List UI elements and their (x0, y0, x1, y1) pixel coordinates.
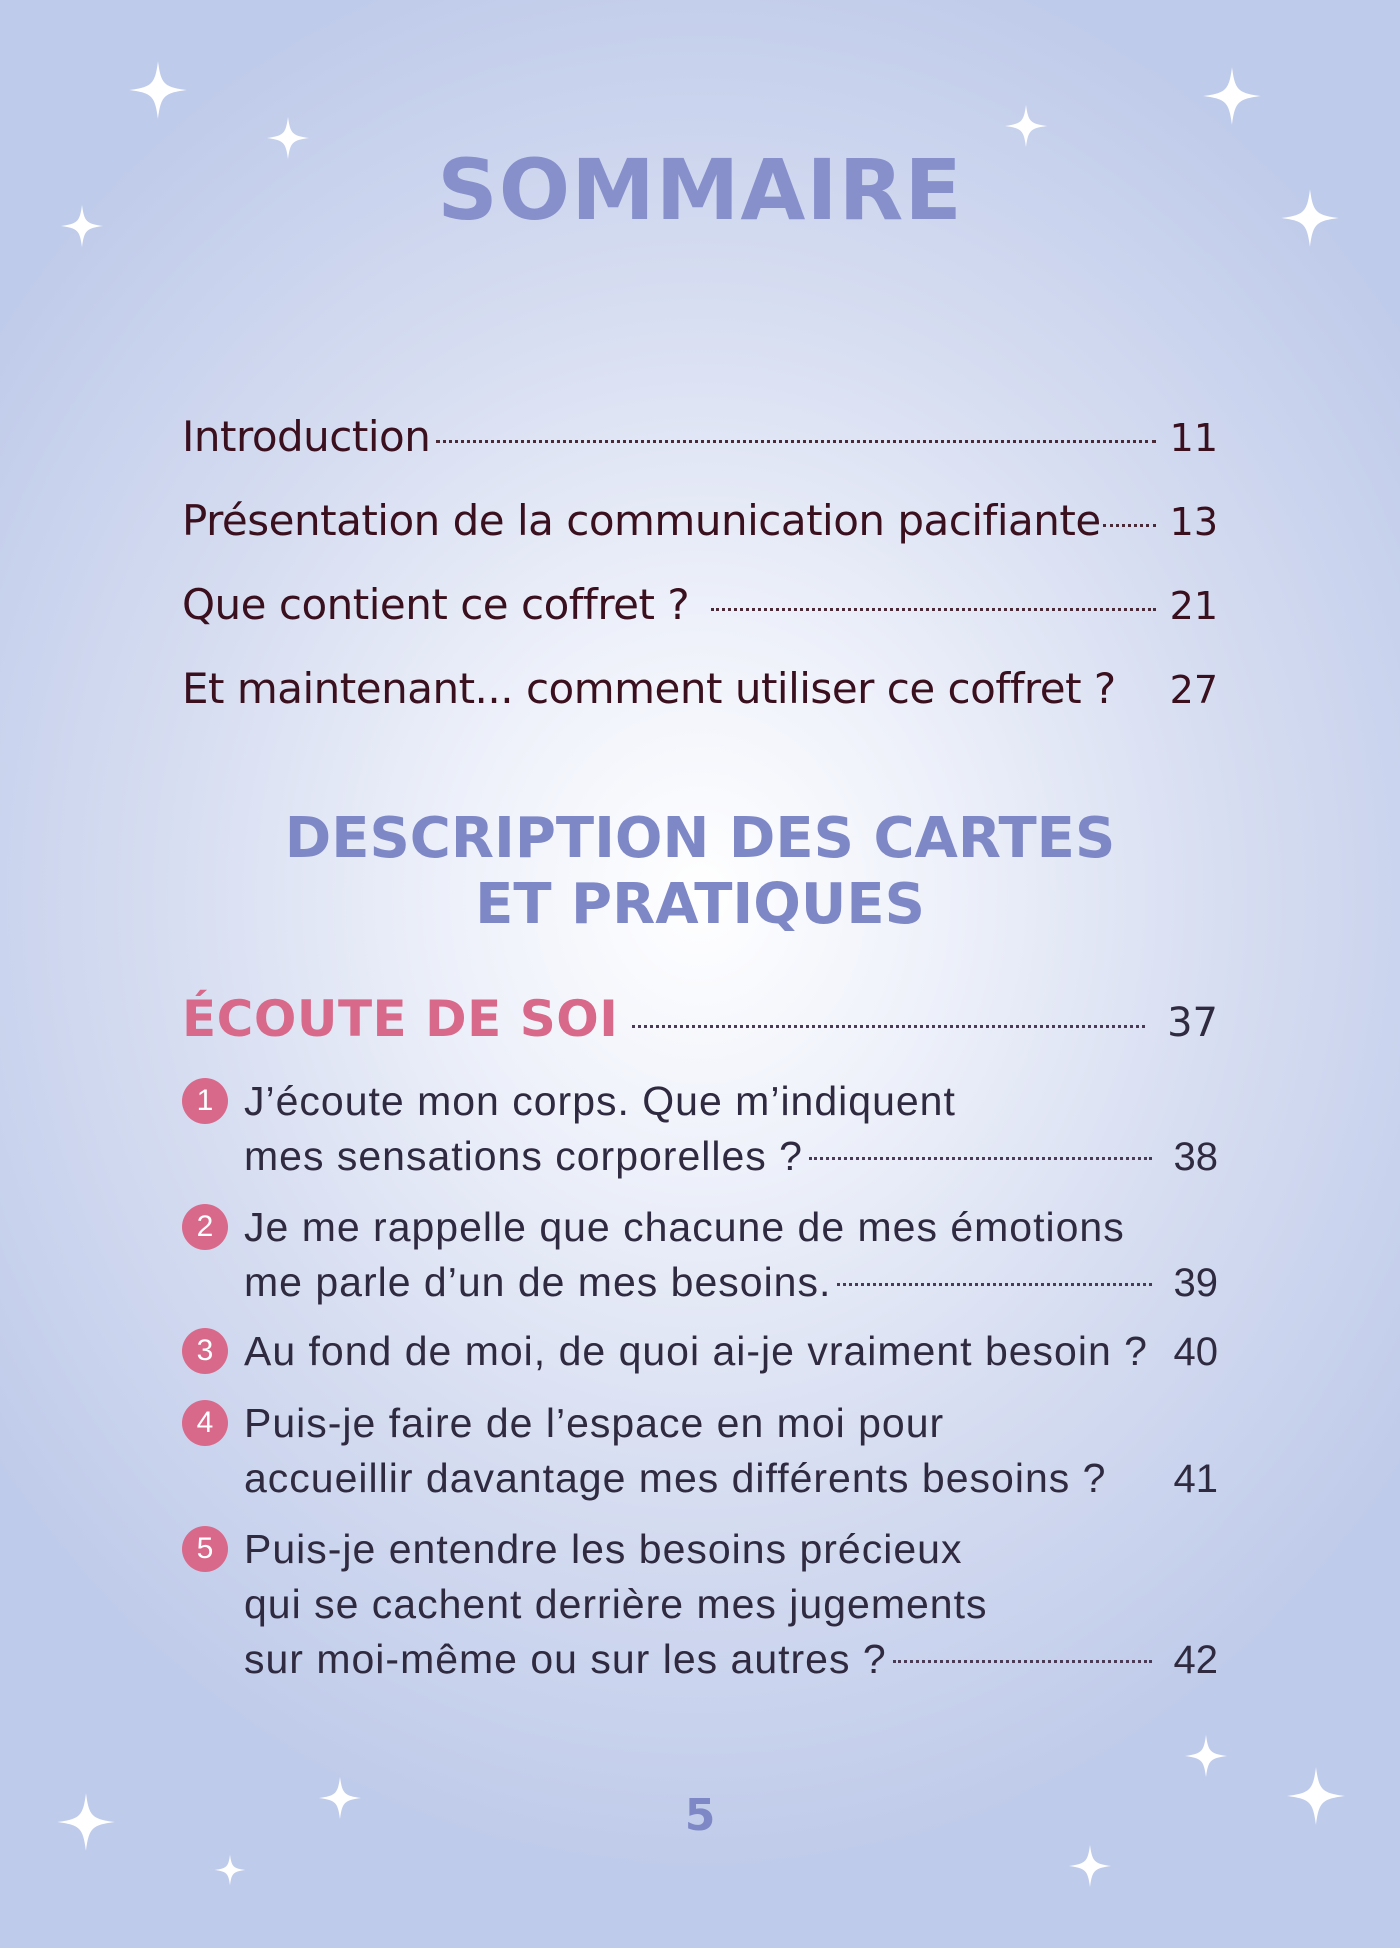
page-number: 5 (684, 1790, 716, 1841)
toc-entry-page: 27 (1169, 668, 1218, 712)
item-line: Je me rappelle que chacune de mes émotions (244, 1204, 1125, 1250)
item-line: Puis-je faire de l’espace en moi pour (244, 1400, 945, 1446)
section-heading-line-2: ET PRATIQUES (475, 872, 925, 937)
sparkle-icon (214, 1854, 246, 1886)
dot-leader (837, 1283, 1151, 1286)
item-number-badge: 4 (182, 1400, 228, 1446)
sparkle-icon (1004, 104, 1048, 148)
toc-section-page: 37 (1167, 1000, 1218, 1046)
item-line: sur moi-même ou sur les autres ? 42 (244, 1632, 1218, 1687)
section-heading (0, 806, 1400, 938)
dot-leader (1122, 692, 1156, 695)
dot-leader (809, 1157, 1152, 1160)
item-page: 39 (1173, 1261, 1218, 1305)
toc-entry[interactable] (182, 496, 1218, 556)
sparkle-icon (1068, 1844, 1112, 1888)
dot-leader (711, 608, 1156, 611)
item-number-badge: 2 (182, 1204, 228, 1250)
item-number-badge: 3 (182, 1328, 228, 1374)
sparkle-icon (1202, 66, 1262, 126)
sparkle-icon (128, 60, 188, 120)
item-number-badge: 1 (182, 1078, 228, 1124)
toc-item[interactable] (182, 1522, 1218, 1687)
toc-entry[interactable] (182, 580, 1218, 640)
toc-item[interactable] (182, 1396, 1218, 1506)
toc-entry-label: Introduction (182, 412, 431, 461)
item-line: me parle d’un de mes besoins. 39 (244, 1255, 1218, 1310)
toc-entry-label: Que contient ce coffret ? (182, 580, 690, 629)
item-page: 38 (1173, 1135, 1218, 1179)
toc-item[interactable] (182, 1200, 1218, 1310)
item-line: Puis-je entendre les besoins précieux (244, 1526, 963, 1572)
toc-entry-page: 11 (1169, 416, 1218, 460)
item-number-badge: 5 (182, 1526, 228, 1572)
toc-entry-label: Présentation de la communication pacifiante (182, 496, 1101, 545)
toc-entry[interactable] (182, 664, 1218, 724)
toc-section[interactable] (182, 990, 1218, 1048)
item-page: 41 (1173, 1457, 1218, 1501)
toc-entry-page: 21 (1169, 584, 1218, 628)
sparkle-icon (1184, 1734, 1228, 1778)
item-line: J’écoute mon corps. Que m’indiquent (244, 1078, 956, 1124)
dot-leader (893, 1660, 1152, 1663)
item-page: 40 (1173, 1330, 1218, 1374)
item-line: qui se cachent derrière mes jugements (244, 1581, 988, 1627)
section-heading-line-1: DESCRIPTION DES CARTES (284, 806, 1116, 871)
toc-entry[interactable] (182, 412, 1218, 472)
toc-item[interactable] (182, 1324, 1218, 1379)
toc-entry-label: Et maintenant... comment utiliser ce coffret ? (182, 664, 1116, 713)
toc-entry-page: 13 (1169, 500, 1218, 544)
item-line: accueillir davantage mes différents besoins ? 41 (244, 1451, 1218, 1506)
page-title: SOMMAIRE (437, 141, 963, 239)
item-line: Au fond de moi, de quoi ai-je vraiment besoin ? 40 (244, 1324, 1218, 1379)
item-page: 42 (1173, 1638, 1218, 1682)
dot-leader (1103, 524, 1156, 527)
dot-leader (632, 1025, 1145, 1028)
toc-item[interactable] (182, 1074, 1218, 1184)
dot-leader (436, 440, 1155, 443)
item-line: mes sensations corporelles ? 38 (244, 1129, 1218, 1184)
toc-section-label: ÉCOUTE DE SOI (182, 990, 619, 1048)
